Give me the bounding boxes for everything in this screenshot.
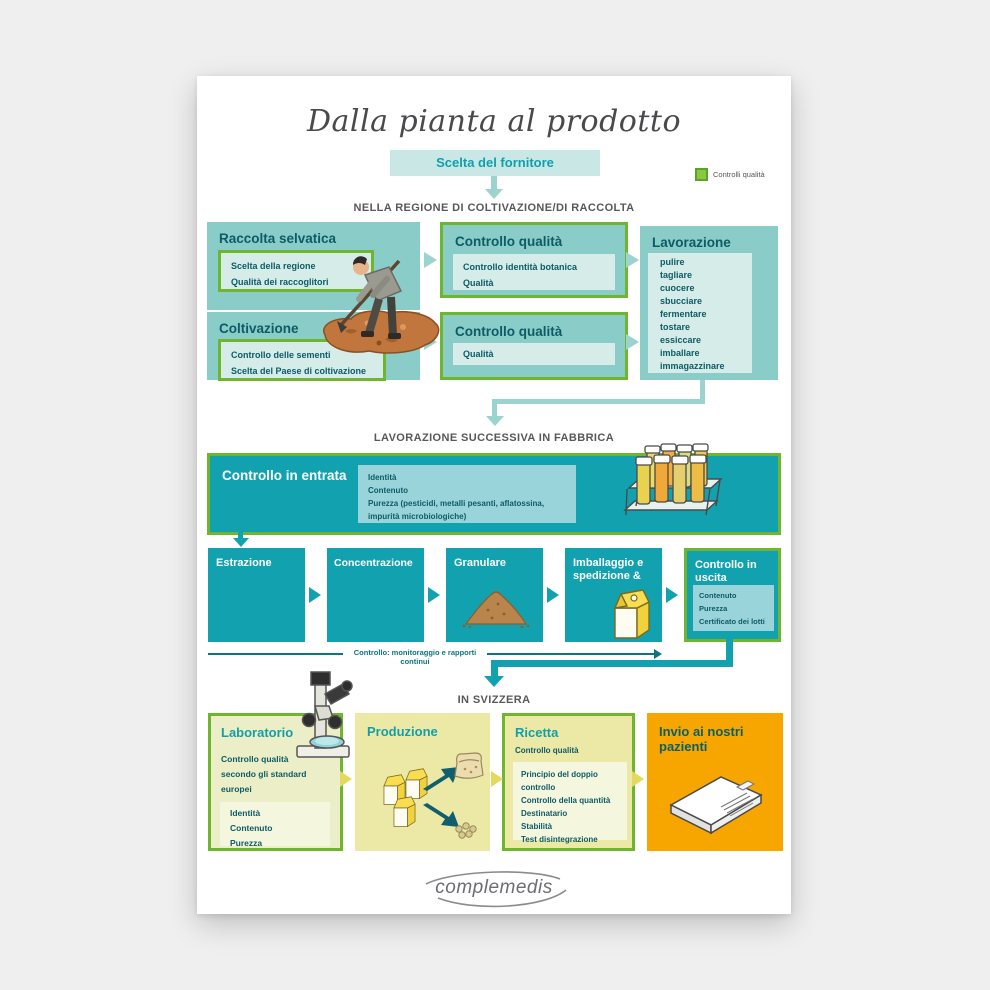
controllo-2-checklist bbox=[453, 343, 615, 365]
quality-legend-label: Controlli qualità bbox=[713, 170, 765, 179]
logo-text: complemedis bbox=[435, 877, 553, 898]
invio-box bbox=[647, 713, 783, 851]
monitor-line bbox=[487, 653, 654, 655]
list-item: imballare bbox=[660, 348, 700, 358]
arrow-right-icon bbox=[626, 334, 639, 350]
checklist-item: Scelta del Paese di coltivazione bbox=[231, 366, 367, 376]
checklist-item: Purezza bbox=[230, 838, 263, 848]
box-subtitle: Controllo qualità secondo gli standard europei bbox=[221, 754, 307, 794]
page-title: Dalla pianta al prodotto bbox=[306, 104, 682, 139]
arrow-right-icon bbox=[428, 587, 440, 603]
arrow-right-icon bbox=[491, 771, 503, 787]
ricetta-checklist bbox=[513, 762, 627, 844]
checklist-item: Identità bbox=[230, 808, 261, 818]
checklist-item: Identità bbox=[368, 473, 397, 482]
box-title: Ricetta bbox=[515, 725, 559, 740]
step-imballaggio-box bbox=[565, 548, 662, 642]
produzione-illustration bbox=[361, 749, 485, 845]
supplier-box: Scelta del fornitore bbox=[390, 150, 600, 176]
step-estrazione-box bbox=[208, 548, 305, 642]
box-title: Raccolta selvatica bbox=[219, 231, 337, 246]
microscope-illustration bbox=[285, 666, 361, 762]
checklist-item: Principio del doppio controllo bbox=[521, 770, 598, 792]
checklist-item: Purezza (pesticidi, metalli pesanti, aflatossina, impurità microbiologiche) bbox=[368, 499, 545, 521]
carton-illustration bbox=[607, 584, 657, 640]
ricetta-box bbox=[502, 713, 635, 851]
checklist-item: Test disintegrazione bbox=[521, 835, 598, 844]
controllo-uscita-box bbox=[684, 548, 781, 642]
box-title: Coltivazione bbox=[219, 321, 299, 336]
controllo-1-checklist bbox=[453, 254, 615, 290]
connector-line bbox=[700, 380, 705, 399]
laboratorio-checklist bbox=[220, 802, 330, 846]
box-subtitle: Controllo qualità bbox=[515, 746, 579, 755]
controllo-qualita-1-box bbox=[440, 222, 628, 298]
arrow-down-icon bbox=[486, 416, 504, 426]
checklist-item: Controllo delle sementi bbox=[231, 350, 331, 360]
arrow-right-icon bbox=[654, 649, 662, 659]
list-item: tostare bbox=[660, 322, 691, 332]
box-title: Lavorazione bbox=[652, 235, 731, 250]
checklist-item: Contenuto bbox=[368, 486, 408, 495]
quality-legend bbox=[695, 168, 765, 181]
lavorazione-box bbox=[640, 226, 778, 380]
checklist-item: Qualità bbox=[463, 278, 494, 288]
arrow-right-icon bbox=[626, 252, 639, 268]
checklist-item: Controllo della quantità bbox=[521, 796, 611, 805]
box-title: Controllo in entrata bbox=[222, 468, 347, 483]
step-title: Imballaggio e spedizione & bbox=[573, 557, 644, 583]
checklist-item: Contenuto bbox=[230, 823, 273, 833]
connector-line bbox=[238, 529, 243, 538]
list-item: tagliare bbox=[660, 270, 693, 280]
test-tube-rack-illustration bbox=[617, 440, 729, 522]
poster bbox=[197, 76, 791, 914]
box-title: Produzione bbox=[367, 724, 438, 739]
entrata-checklist bbox=[358, 465, 576, 523]
arrow-right-icon bbox=[632, 771, 644, 787]
checklist-item: Purezza bbox=[699, 604, 728, 613]
uscita-checklist bbox=[693, 585, 774, 631]
list-item: pulire bbox=[660, 257, 685, 267]
connector-line bbox=[492, 399, 705, 404]
arrow-right-icon bbox=[309, 587, 321, 603]
checklist-item: Qualità dei raccoglitori bbox=[231, 277, 329, 287]
box-title: Laboratorio bbox=[221, 725, 294, 740]
checklist-item: Qualità bbox=[463, 349, 494, 359]
step-concentrazione-box bbox=[327, 548, 424, 642]
list-item: immagazzinare bbox=[660, 361, 725, 371]
arrow-down-icon bbox=[484, 676, 504, 687]
checklist-item: Controllo identità botanica bbox=[463, 262, 577, 272]
monitor-line bbox=[208, 653, 343, 655]
arrow-down-connector bbox=[491, 176, 497, 189]
section-header-fabbrica: LAVORAZIONE SUCCESSIVA IN FABBRICA bbox=[373, 432, 615, 444]
arrow-right-icon bbox=[666, 587, 678, 603]
step-title: Granulare bbox=[454, 557, 506, 569]
step-granulare-box bbox=[446, 548, 543, 642]
arrow-right-icon bbox=[547, 587, 559, 603]
controllo-qualita-2-box bbox=[440, 312, 628, 380]
arrow-down-icon bbox=[485, 189, 503, 199]
section-header-svizzera: IN SVIZZERA bbox=[457, 694, 531, 706]
section-header-region: NELLA REGIONE DI COLTIVAZIONE/DI RACCOLTA bbox=[353, 202, 635, 214]
connector-line bbox=[491, 660, 498, 676]
envelope-illustration bbox=[661, 765, 769, 845]
list-item: fermentare bbox=[660, 309, 707, 319]
connector-line bbox=[492, 399, 497, 416]
checklist-item: Contenuto bbox=[699, 591, 737, 600]
lavorazione-list bbox=[648, 253, 752, 373]
farmer-illustration bbox=[315, 243, 447, 367]
checklist-item: Stabilità bbox=[521, 822, 553, 831]
box-title: Controllo in uscita bbox=[695, 559, 757, 585]
granule-pile-illustration bbox=[462, 584, 530, 628]
checklist-item: Certificato dei lotti bbox=[699, 617, 765, 626]
box-title: Controllo qualità bbox=[455, 234, 563, 249]
list-item: essiccare bbox=[660, 335, 702, 345]
list-item: sbucciare bbox=[660, 296, 703, 306]
footer bbox=[197, 866, 791, 912]
list-item: cuocere bbox=[660, 283, 695, 293]
checklist-item: Destinatario bbox=[521, 809, 568, 818]
step-title: Concentrazione bbox=[334, 557, 413, 569]
produzione-box bbox=[355, 713, 490, 851]
step-title: Estrazione bbox=[216, 557, 272, 569]
connector-line bbox=[491, 660, 733, 667]
quality-check-icon bbox=[695, 168, 708, 181]
monitor-label: Controllo: monitoraggio e rapporti continui bbox=[353, 648, 477, 666]
arrow-down-icon bbox=[233, 538, 249, 547]
arrow-right-icon bbox=[340, 771, 352, 787]
box-title: Controllo qualità bbox=[455, 324, 563, 339]
checklist-item: Scelta della regione bbox=[231, 261, 316, 271]
box-title: Invio ai nostri pazienti bbox=[659, 724, 744, 754]
